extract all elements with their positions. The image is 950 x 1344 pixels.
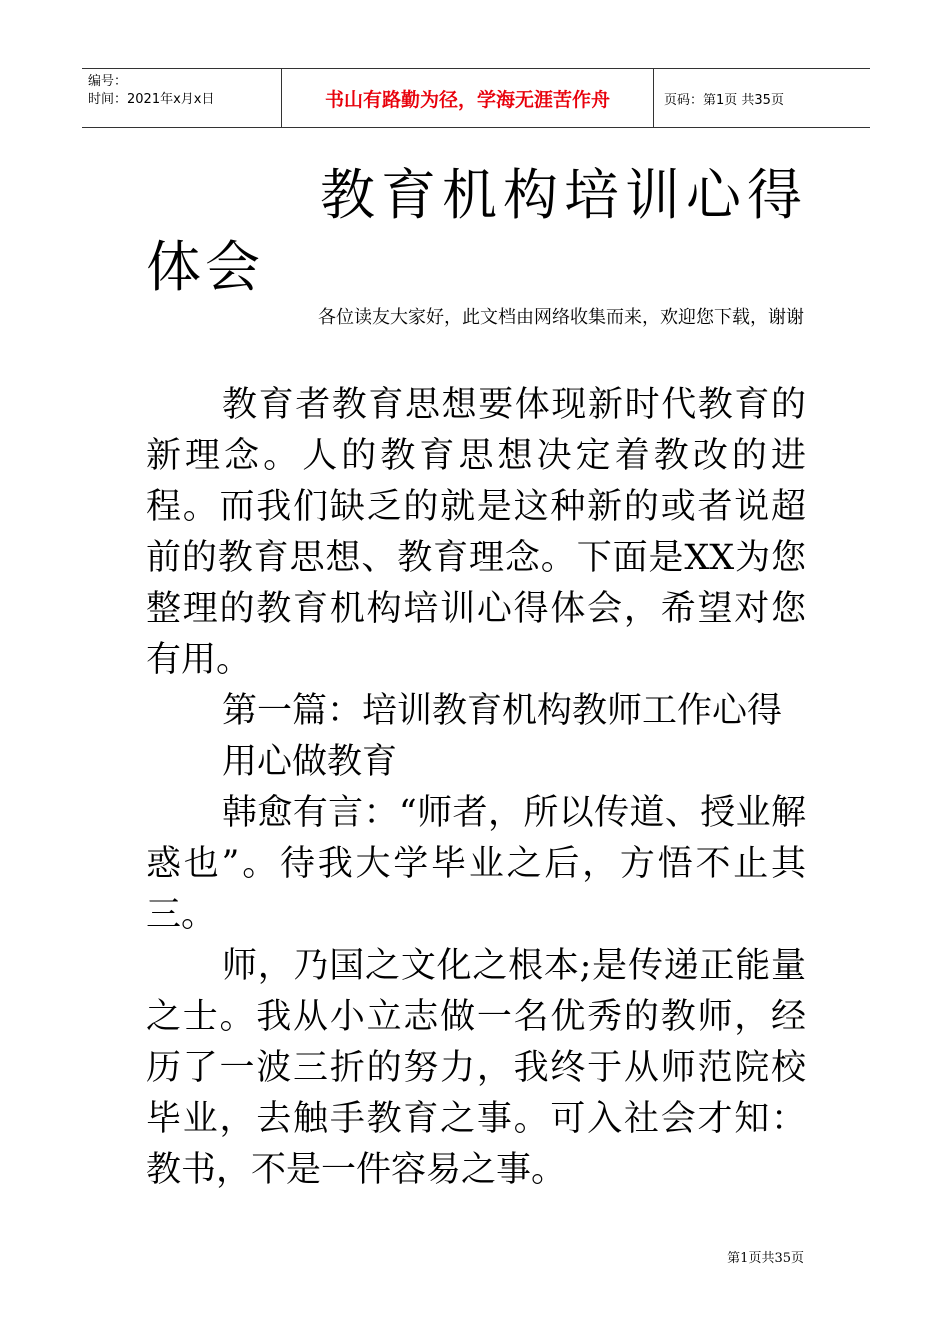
document-title-line-1: 教育机构培训心得	[320, 163, 809, 227]
header-meta	[82, 69, 282, 127]
section-heading: 第一篇：培训教育机构教师工作心得	[222, 691, 783, 731]
header-page-info: 页码：第1页 共35页	[664, 92, 784, 108]
document-body	[146, 380, 806, 1196]
document-intro: 各位读友大家好，此文档由网络收集而来，欢迎您下载，谢谢	[318, 307, 804, 328]
body-paragraph: 韩愈有言：“师者，所以传道、授业解惑也”。待我大学毕业之后，方悟不止其三。	[146, 793, 806, 935]
document-title-line-2: 体会	[146, 235, 265, 299]
body-paragraph: 师，乃国之文化之根本;是传递正能量之士。我从小立志做一名优秀的教师，经历了一波三折的努力，我终于从师范院校毕业，去触手教育之事。可入社会才知：教书，不是一件容易之事。	[146, 946, 806, 1190]
document-time-label: 时间：2021年x月x日	[88, 92, 215, 107]
document-number-label: 编号：	[88, 74, 128, 89]
header-motto: 书山有路勤为径，学海无涯苦作舟	[282, 69, 654, 127]
section-subheading: 用心做教育	[222, 742, 398, 782]
body-paragraph: 教育者教育思想要体现新时代教育的新理念。人的教育思想决定着教改的进程。而我们缺乏的就是这种新的或者说超前的教育思想、教育理念。下面是XX为您整理的教育机构培训心得体会，希望对您有用。	[146, 385, 806, 680]
page-header	[82, 68, 870, 128]
page-footer: 第1页共35页	[727, 1251, 804, 1266]
